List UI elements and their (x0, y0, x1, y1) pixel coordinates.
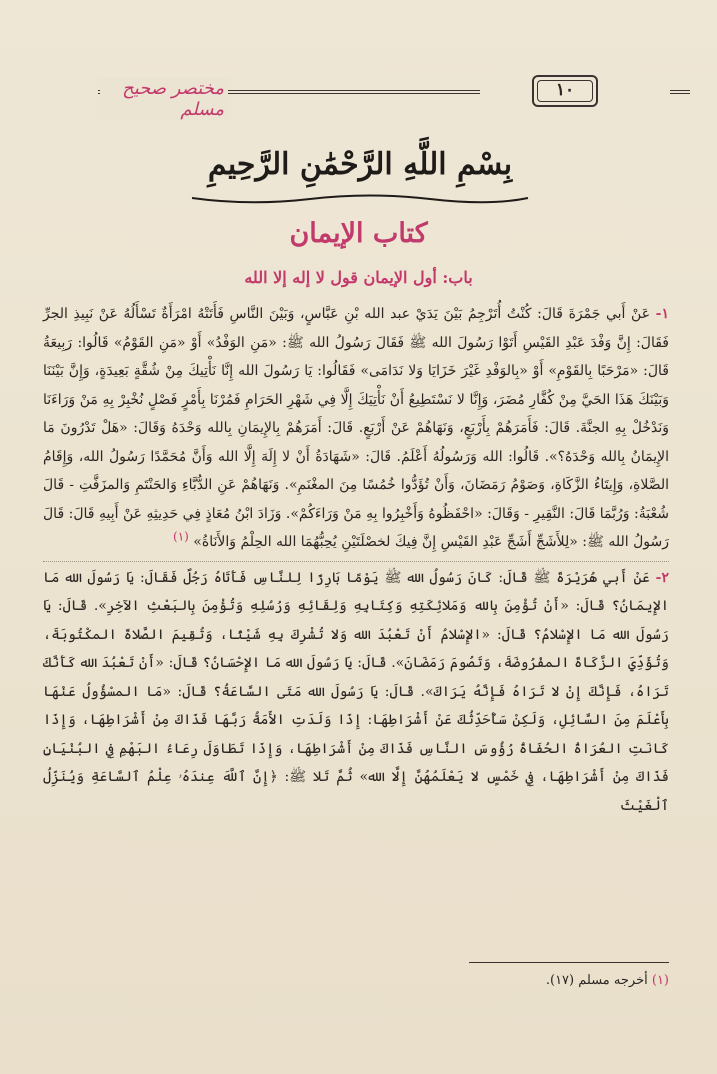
hadith-1 (43, 300, 669, 557)
footnote-rule (469, 962, 669, 963)
page-header (40, 70, 690, 120)
hadith-separator (43, 561, 669, 562)
hadith-text: عَنْ أَبي جَمْرَةَ قَالَ: كُنْتُ أُتَرْجِمُ بَيْنَ يَدَيْ عبد الله بْنِ عَبَّاسٍ، وَبَيْنَ النَّاسِ فَأَتَتْهُ امْرَأَةٌ تَسْأَلُهُ عَنْ نَبِيذِ الجرِّ فَقَالَ: إِنَّ وَفْدَ عَبْدِ القَيْسِ أَتَوْا رَسُولَ الله ﷺ فَقَالَ رَسُولُ الله ﷺ: «مَنِ الوَفْدُ» أَوْ «مَنِ القَوْمُ» قَالُوا: رَبِيعَةُ قَالَ: «مَرْحَبًا بِالقَوْمِ» أَوْ «بِالوَفْدِ غَيْرَ خَزَايَا وَلا نَدَامَى» فَقَالُوا: يَا رَسُولَ الله إِنَّا نَأْتِيكَ مِنْ شُقَّةٍ بَعِيدَةٍ، وَإِنَّ بَيْنَنَا وَبَيْنَكَ هَذَا الحَيَّ مِنْ كُفَّارِ مُضَرَ، وَإِنَّا لا نَسْتَطِيعُ أَنْ نَأْتِيَكَ إِلَّا فِي شَهْرِ الحَرَامِ فَمُرْنَا بِأَمْرٍ فَصْلٍ نُخْبِرْ بِهِ مَنْ وَرَاءَنَا وَنَدْخُلْ بِهِ الجنَّةَ. قَالَ: فَأَمَرَهُمْ بِأَرْبَعٍ، وَنَهَاهُمْ عَنْ أَرْبَعٍ. قَالَ: أَمَرَهُمْ بِالإِيمَانِ بِالله وَحْدَهُ وَقَالَ: «هَلْ تَدْرُونَ مَا الإِيمَانُ بِالله وَحْدَهُ؟». قَالُوا: الله وَرَسُولُهُ أَعْلَمُ. قَالَ: «شَهَادَةُ أَنْ لا إِلَهَ إِلَّا الله وَأَنَّ مُحَمَّدًا رَسُولُ الله، وَإِقَامُ الصَّلاةِ، وَإِيتَاءُ الزَّكَاةِ، وَصَوْمُ رَمَضَانَ، وَأَنْ تُؤَدُّوا خُمُسًا مِنَ المغْنَمِ». وَنَهَاهُمْ عَنِ الدُّبَّاءِ وَالحَنْتَمِ وَالمزَفَّتِ - قَالَ شُعْبَةُ: وَرُبَّمَا قَالَ: النَّقِيرِ - وَقَالَ: «احْفَظُوهُ وَأَخْبِرُوا بِهِ مَنْ وَرَاءَكُمْ». وَزَادَ ابْنُ مُعَاذٍ فِي حَدِيثِهِ عَنْ أَبِيهِ قَالَ: قَالَ رَسُولُ الله ﷺ: «لِلأَشَجِّ أَشَجِّ عَبْدِ القَيْسِ إِنَّ فِيكَ لخصْلَتَيْنِ يُحِبُّهُمَا الله الحِلْمُ وَالأَنَاةُ» (43, 306, 669, 550)
basmala: بِسْمِ اللَّهِ الرَّحْمَٰنِ الرَّحِيمِ (207, 147, 513, 182)
footnote-reference[interactable]: (١) (173, 529, 189, 544)
footnote-number: (١) (651, 973, 669, 988)
hadith-number: ١- (655, 306, 670, 322)
book-title: كتاب الإيمان (289, 218, 428, 249)
page-number-frame (532, 75, 598, 107)
footnote-text: أخرجه مسلم (١٧). (545, 973, 648, 988)
main-text (43, 300, 669, 820)
basmala-block (170, 140, 550, 210)
header-rule-right (670, 90, 690, 94)
basmala-flourish-ornament (190, 190, 530, 206)
hadith-text: عَنْ أَبي هُرَيْرَةَ ﷺ قَالَ: كَانَ رَسُولُ الله ﷺ يَوْمًا بَارِزًا لِلنَّاسِ فَأَتَاهُ رَجُلٌ فَقَالَ: يَا رَسُولَ الله مَا الإِيمَانُ؟ قَالَ: «أَنْ تُؤْمِنَ بِالله وَمَلائِكَتِهِ وَكِتَابِهِ وَلِقَائِهِ وَرُسُلِهِ وَتُؤْمِنَ بِالبَعْثِ الآخِرِ». قَالَ: يَا رَسُولَ الله مَا الإِسْلامُ؟ قَالَ: «الإِسْلامُ أَنْ تَعْبُدَ الله وَلا تُشْرِكَ بِهِ شَيْئًا، وَتُقِيمَ الصَّلاةَ المكْتُوبَةَ، وَتُؤَدِّيَ الزَّكَاةَ المفْرُوضَةَ، وَتَصُومَ رَمَضَانَ». قَالَ: يَا رَسُولَ الله مَا الإِحْسَانُ؟ قَالَ: «أَنْ تَعْبُدَ الله كَأَنَّكَ تَرَاهُ، فَإِنَّكَ إِنْ لا تَرَاهُ فَإِنَّهُ يَرَاكَ». قَالَ: يَا رَسُولَ الله مَتَى السَّاعَةُ؟ قَالَ: «مَا المسْؤُولُ عَنْهَا بِأَعْلَمَ مِنَ السَّائِلِ، وَلَكِنْ سَأُحَدِّثُكَ عَنْ أَشْرَاطِهَا: إِذَا وَلَدَتِ الأَمَةُ رَبَّهَا فَذَاكَ مِنْ أَشْرَاطِهَا، وَإِذَا كَانَتِ العُرَاةُ الحُفَاةُ رُؤُوسَ النَّاسِ فَذَاكَ مِنْ أَشْرَاطِهَا، وَإِذَا تَطَاوَلَ رِعَاءُ البَهْمِ فِي البُنْيَانِ فَذَاكَ مِنْ أَشْرَاطِهَا، فِي خَمْسٍ لا يَعْلَمُهُنَّ إِلَّا الله» ثُمَّ تَلا ﷺ: ﴿إِنَّ ٱللَّهَ عِندَهُۥ عِلْمُ ٱلسَّاعَةِ وَيُنَزِّلُ ٱلْغَيْثَ (43, 569, 669, 814)
running-title: مختصر صحيح مسلم (100, 78, 228, 120)
hadith-number: ٢- (655, 569, 669, 586)
footnote-1 (43, 970, 669, 992)
page-number: ١٠ (555, 80, 575, 100)
chapter-heading: باب: أول الإيمان قول لا إله إلا الله (244, 268, 473, 287)
hadith-2 (43, 564, 669, 821)
